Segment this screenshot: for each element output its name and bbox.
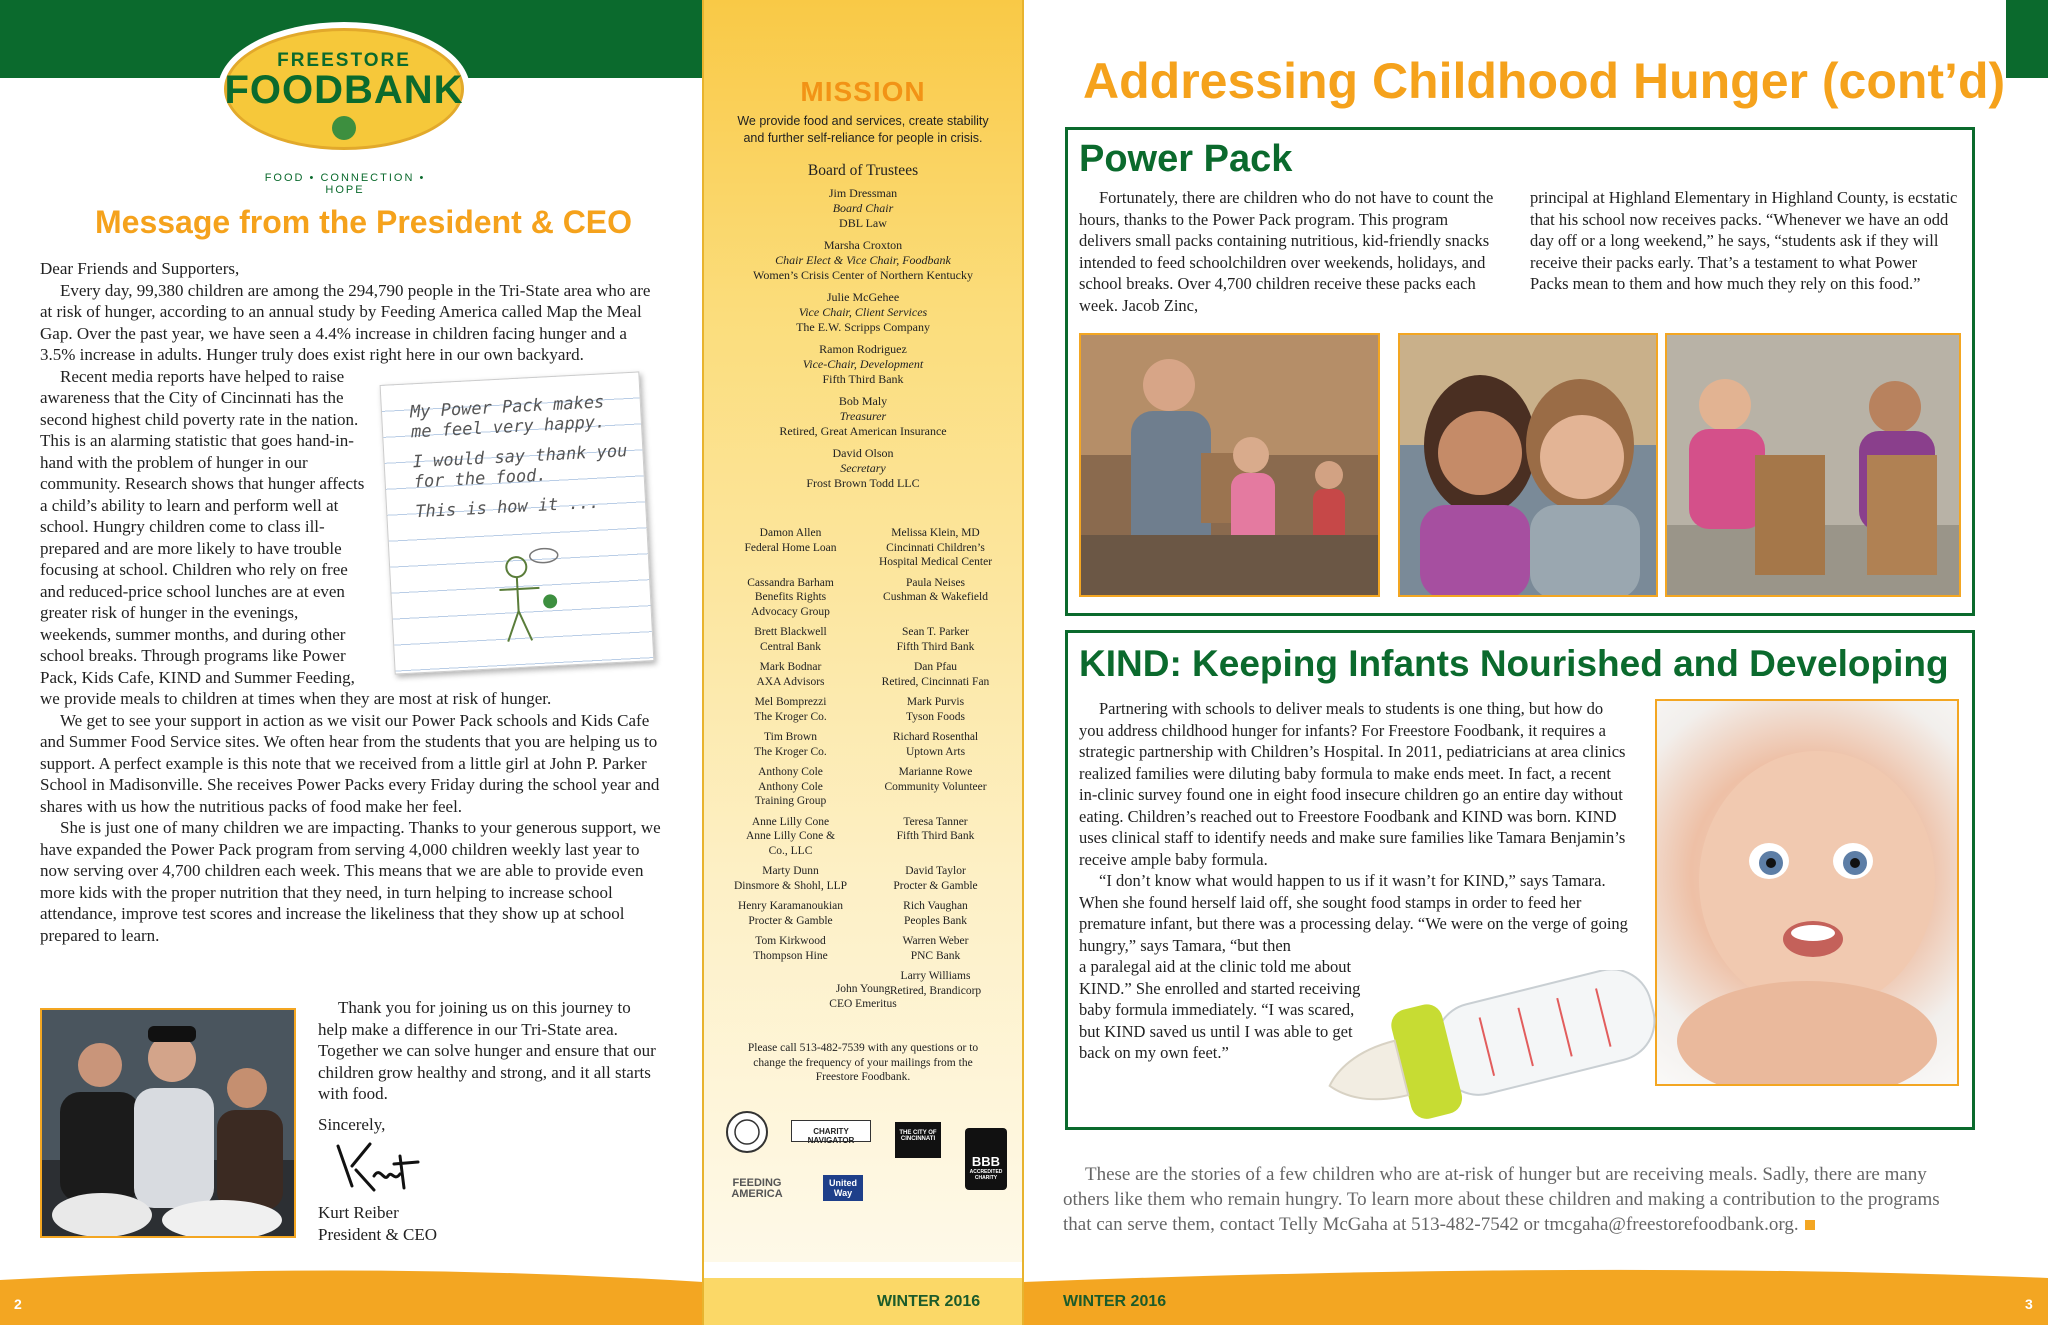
board-member-affiliation: Tyson Foods (906, 710, 965, 723)
board-member (863, 526, 1008, 570)
president-letter (40, 258, 662, 946)
board-member-name: Anne Lilly Cone (751, 815, 830, 828)
trustee-entry (703, 394, 1023, 439)
trustee-role: Vice-Chair, Development (802, 357, 924, 371)
closing-paragraph: Thank you for joining us on this journey to help make a difference in our Tri-State area. Together we can solve hunger and ensure that our children grow healthy and strong, and it all starts with food. (318, 998, 656, 1103)
board-member-affiliation: Fifth Third Bank (896, 830, 975, 842)
board-member-affiliation: Fifth Third Bank (896, 640, 975, 653)
trustee-entry (703, 446, 1023, 491)
board-member (863, 660, 1008, 689)
trustee-name: Jim Dressman (828, 186, 898, 200)
child-note-image (387, 378, 662, 678)
board-member-name: Mel Bomprezzi (754, 696, 827, 708)
board-member-affiliation: Anthony Cole (758, 780, 823, 793)
letter-paragraph: We get to see your support in action as we visit our Power Pack schools and Kids Cafe and Summer Food Service sites. We often hear from the students that you are helping us to support. A perfect example is this note that we received from a little girl at John P. Parker School in Madisonville. She receives Power Packs every Friday during the school year and shares with us how the nutritious packs of food make her feel. (40, 710, 660, 816)
power-pack-text-col2: principal at Highland Elementary in Highland County, is ecstatic that his school now receives packs. “Whenever we have an odd day off or a long weekend,” he says, “students ask if they will receive their packs early. That’s a testament to what Power Packs mean to them and how much they rely on this food.” (1530, 188, 1958, 293)
board-members-grid (718, 526, 1008, 998)
freestore-foodbank-logo (224, 28, 464, 153)
board-member-name: Mark Bodnar (759, 661, 822, 673)
board-member (718, 934, 863, 963)
board-member (718, 576, 863, 620)
board-member-affiliation: Dinsmore & Shohl, LLP (733, 879, 848, 892)
board-member (718, 660, 863, 689)
board-member (718, 899, 863, 928)
emeritus-entry (703, 982, 1023, 1011)
bottom-wave-band (0, 1260, 2048, 1325)
trustee-name: Julie McGehee (826, 290, 900, 304)
board-member-name: David Taylor (905, 865, 966, 877)
trustees-list (703, 186, 1023, 498)
board-member-affiliation: The Kroger Co. (754, 710, 827, 723)
trustee-name: Marsha Croxton (823, 238, 903, 252)
board-member-affiliation: Procter & Gamble (748, 914, 833, 927)
board-title: Board of Trustees (807, 162, 919, 179)
kind-paragraph: Partnering with schools to deliver meals to students is one thing, but how do you address childhood hunger for infants? For Freestore Foodbank, it requires a strategic partnership with Children’s Hospital. In 2011, pediatricians at area clinics realized families were diluting baby formula to make ends meet. In fact, a recent in-clinic survey found one in eight food insecure children go an entire day without eating. Children’s reached out to Freestore Foodbank and KIND was born. KIND uses clinical staff to identify needs and make sure families like Tamara Benjamin’s receive ample baby formula. (1079, 699, 1626, 869)
trustee-org: DBL Law (839, 216, 887, 230)
board-member (863, 934, 1008, 963)
board-member-affiliation: Procter & Gamble (893, 879, 978, 892)
board-member (718, 765, 863, 809)
board-member-name: Paula Neises (905, 576, 966, 589)
logo-top-text: FREESTORE (277, 50, 411, 71)
stick-figure-drawing (485, 546, 570, 650)
letter-paragraph: Every day, 99,380 children are among the 294,790 people in the Tri-State area who are at risk of hunger, according to an annual study by Feeding America called Map the Meal Gap. Over the past year, we have seen a 4.4% increase in children facing hunger and a 3.5% increase in adults. Hunger truly does exist right here in our own backyard. (40, 280, 651, 364)
kind-paragraph: a paralegal aid at the clinic told me about KIND.” She enrolled and started receiving baby formula immediately. “I was scared, but KIND saved us until I was able to get back on my own feet.” (1079, 957, 1361, 1062)
board-member-name: Larry Williams (900, 970, 971, 982)
board-member-name: Dan Pfau (913, 661, 958, 673)
board-member-affiliation: Central Bank (760, 640, 821, 653)
board-member-name: Henry Karamanoukian (737, 900, 844, 912)
board-member-affiliation: Training Group (754, 795, 827, 807)
board-member-affiliation: Cushman & Wakefield (883, 591, 988, 603)
kind-title: KIND: Keeping Infants Nourished and Developing (1079, 643, 1949, 684)
feeding-america-logo: FEEDING AMERICA (731, 1177, 783, 1200)
board-member (863, 815, 1008, 859)
trustee-entry (703, 186, 1023, 231)
article-title: Addressing Childhood Hunger (cont’d) (1083, 53, 2006, 109)
signer-block (318, 1202, 437, 1245)
board-member-affiliation: Anne Lilly Cone & (745, 830, 836, 842)
board-member-name: Melissa Klein, MD (891, 527, 980, 539)
bbb-label: BBB (971, 1154, 1001, 1169)
page-number-right: 3 (2025, 1296, 2033, 1312)
trustee-role: Chair Elect & Vice Chair, Foodbank (775, 253, 951, 267)
trustee-entry (703, 290, 1023, 335)
baby-photo (1655, 699, 1959, 1086)
board-member (718, 526, 863, 570)
board-member-affiliation: Retired, Brandicorp (889, 984, 982, 997)
board-member-name: Damon Allen (759, 527, 822, 539)
note-paper (380, 371, 655, 674)
board-member-name: Marianne Rowe (898, 766, 973, 778)
letter-closing (318, 997, 662, 1105)
trustee-name: Ramon Rodriguez (819, 342, 907, 356)
closing-text: These are the stories of a few children who are at-risk of hunger but are receiving meals. Sadly, there are many others like them who remain hungry. To learn more about these children and making a contribution to the programs that can serve them, contact Telly McGaha at 513-482-7542 or tmcgaha@freestorefoodbank.org. (1063, 1164, 1940, 1235)
board-member-name: Richard Rosenthal (892, 731, 979, 743)
bbb-sub-label: ACCREDITED CHARITY (969, 1169, 1003, 1181)
board-member-affiliation: Community Volunteer (884, 780, 987, 793)
board-member-affiliation: Advocacy Group (751, 605, 830, 618)
board-member-name: Tim Brown (764, 731, 817, 743)
board-member-affiliation: Co., LLC (768, 844, 813, 857)
power-pack-text-col1: Fortunately, there are children who do not have to count the hours, thanks to the Power Pack program. This program delivers small packs containing nutritious, kid-friendly snacks intended to feed schoolchildren over weekends, holidays, and school breaks. Over 4,700 children receive these packs each week. Jacob Zinc, (1079, 188, 1494, 315)
kind-paragraph: “I don’t know what would happen to us if it wasn’t for KIND,” says Tamara. When she found herself laid off, she sought food stamps in order to feed her premature infant, but there was a processing delay. “We were on the verge of going hungry,” says Tamara, “but then (1079, 871, 1628, 955)
board-member (718, 815, 863, 859)
board-member (718, 625, 863, 654)
trustee-role: Treasurer (839, 409, 887, 423)
board-member-affiliation: Uptown Arts (905, 745, 966, 758)
board-member-name: Cassandra Barham (747, 576, 834, 589)
trustee-role: Secretary (840, 461, 886, 475)
board-member-name: Warren Weber (902, 935, 969, 947)
board-member (863, 899, 1008, 928)
letter-signoff: Sincerely, (318, 1115, 386, 1134)
trustee-name: Bob Maly (838, 394, 888, 408)
board-member (863, 765, 1008, 809)
baby-bottle-image (1318, 970, 1678, 1130)
board-member-affiliation: Hospital Medical Center (878, 556, 993, 568)
board-member-name: Tom Kirkwood (755, 935, 826, 947)
trustee-role: Vice Chair, Client Services (798, 305, 928, 319)
city-badge: THE CITY OF CINCINNATI (895, 1122, 941, 1158)
signer-name: Kurt Reiber (318, 1203, 399, 1222)
bbb-badge (965, 1128, 1007, 1190)
seal-icon (725, 1110, 769, 1154)
mission-title: MISSION (800, 76, 926, 107)
board-member-name: Sean T. Parker (902, 626, 969, 638)
board-member (863, 730, 1008, 759)
united-way-logo: United Way (823, 1175, 863, 1201)
footer-issue-left: WINTER 2016 (877, 1293, 981, 1310)
girls-with-bags-photo (1665, 333, 1961, 597)
president-message-title: Message from the President & CEO (95, 204, 633, 240)
board-member-name: Mark Purvis (906, 696, 965, 708)
trustee-entry (703, 342, 1023, 387)
closing-callout (1063, 1162, 1963, 1237)
letter-paragraph: She is just one of many children we are impacting. Thanks to your generous support, we have expanded the Power Pack program from serving 4,000 children weekly last year to now serving over 4,700 children each week. This means that we are able to provide even more kids with the proper nutrition that they need, in turn helping to increase school attendance, improve test scores and increase the likeliness that they show up at school prepared to learn. (40, 818, 661, 945)
board-member-affiliation: PNC Bank (910, 949, 961, 962)
trustee-name: David Olson (832, 446, 894, 460)
trustee-org: Frost Brown Todd LLC (806, 476, 920, 490)
volunteer-handing-pack-photo (1079, 333, 1380, 597)
logo-tagline: FOOD • CONNECTION • HOPE (264, 172, 426, 196)
trustee-org: Retired, Great American Insurance (779, 424, 947, 438)
logo-main-text: FOODBANK (224, 68, 464, 112)
board-member-affiliation: The Kroger Co. (754, 745, 827, 758)
board-member-affiliation: Federal Home Loan (744, 541, 837, 554)
emeritus-title: CEO Emeritus (829, 997, 897, 1010)
board-member-affiliation: Thompson Hine (753, 949, 828, 962)
power-pack-title: Power Pack (1079, 138, 1293, 180)
board-member-affiliation: Benefits Rights (754, 591, 827, 603)
letter-paragraph: Recent media reports have helped to raise awareness that the City of Cincinnati has the second highest child poverty rate in the nation. This is an alarming statistic that goes hand-in-hand with the problem of hunger in our community. Research shows that hunger affects a child’s ability to learn and perform well at school. Hungry children come to class ill-prepared and are more likely to have trouble focusing at school. Children who rely on free and reduced-price school lunches are at even greater risk of hunger in the evenings, weekends, summer months, and during other school breaks. Through programs like Power Pack, Kids Cafe, KIND and Summer Feeding, we provide meals to children at times when they are most at risk of hunger. (40, 366, 552, 708)
footer-issue-right: WINTER 2016 (1063, 1293, 1167, 1310)
board-member-affiliation: AXA Advisors (756, 675, 825, 688)
page-number-left: 2 (14, 1296, 22, 1312)
board-member (863, 625, 1008, 654)
end-square-icon (1805, 1220, 1815, 1230)
board-member-affiliation: Retired, Cincinnati Fan (881, 675, 990, 688)
note-line: My Power Pack makes me feel very happy. (409, 391, 606, 442)
charity-navigator-badge: CHARITY NAVIGATOR (791, 1120, 871, 1142)
trustee-org: Women’s Crisis Center of Northern Kentucky (753, 268, 973, 282)
board-member-name: Marty Dunn (762, 865, 819, 877)
board-member (718, 695, 863, 724)
trustee-org: Fifth Third Bank (822, 372, 904, 386)
board-member (863, 695, 1008, 724)
board-member-name: Brett Blackwell (754, 626, 827, 638)
signer-title: President & CEO (318, 1224, 437, 1244)
mission-text: We provide food and services, create stability and further self-reliance for people in crisis. (737, 114, 989, 145)
board-member (718, 864, 863, 893)
trustee-role: Board Chair (832, 201, 894, 215)
board-member-name: Rich Vaughan (903, 900, 968, 912)
board-member (863, 864, 1008, 893)
volunteers-photo (40, 1008, 296, 1238)
trustee-entry (703, 238, 1023, 283)
contact-note: Please call 513-482-7539 with any questions or to change the frequency of your mailings from the Freestore Foodbank. (747, 1042, 979, 1083)
trustee-org: The E.W. Scripps Company (796, 320, 930, 334)
board-member (863, 576, 1008, 620)
board-member-name: Anthony Cole (758, 766, 823, 778)
emeritus-name: John Young (835, 983, 891, 995)
note-line: I would say thank you for the food. (412, 440, 628, 492)
two-girls-photo (1398, 333, 1658, 597)
board-member-affiliation: Cincinnati Children’s (886, 541, 985, 554)
accreditation-badges (725, 1110, 1015, 1225)
signature-image (330, 1136, 440, 1196)
tree-icon (332, 116, 356, 140)
board-member-name: Teresa Tanner (903, 815, 968, 828)
board-member (718, 730, 863, 759)
note-line: This is how it ... (414, 492, 600, 522)
board-member-affiliation: Peoples Bank (904, 914, 967, 927)
top-green-bar-right (2006, 0, 2048, 78)
letter-salutation: Dear Friends and Supporters, (40, 259, 240, 278)
